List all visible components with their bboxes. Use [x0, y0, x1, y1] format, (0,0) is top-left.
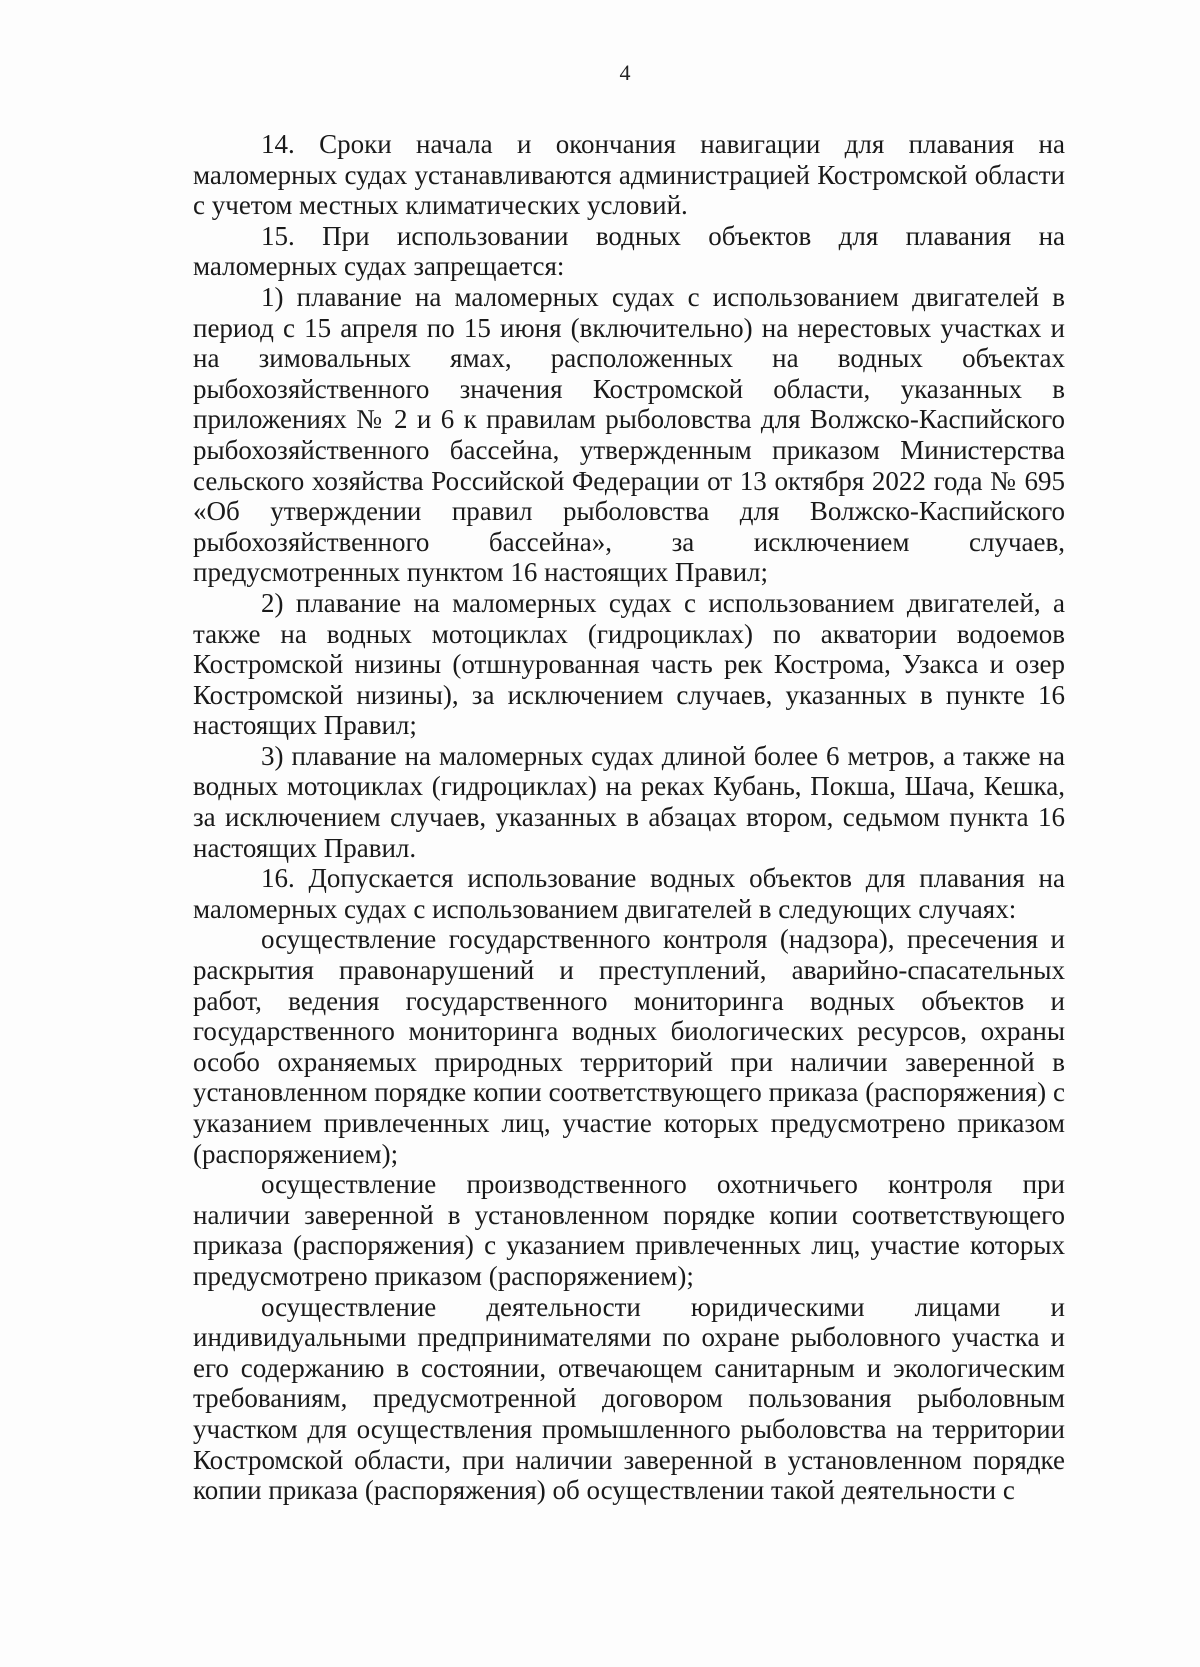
- paragraph-16-case-2: осуществление производственного охотничьего контроля при наличии заверенной в установленном порядке копии соответствующего приказа (распоряжения) с указанием привлеченных лиц, участие которых предусмотрено приказом (распоряжением);: [193, 1169, 1065, 1291]
- paragraph-15: 15. При использовании водных объектов для плавания на маломерных судах запрещается:: [193, 220, 1065, 282]
- document-body: [193, 129, 1065, 1506]
- page-number: 4: [619, 60, 631, 85]
- paragraph-16-case-3: осуществление деятельности юридическими лицами и индивидуальными предпринимателями по охране рыболовного участка и его содержанию в состоянии, отвечающем санитарным и экологическим требованиям, предусмотренной договором пользования рыболовным участком для осуществления промышленного рыболовства на территории Костромской области, при наличии заверенной в установленном порядке копии приказа (распоряжения) об осуществлении такой деятельности с: [193, 1291, 1065, 1506]
- paragraph-15-item-1: 1) плавание на маломерных судах с использованием двигателей в период с 15 апреля по 15 июня (включительно) на нерестовых участках и на зимовальных ямах, расположенных на водных объектах рыбохозяйственного значения Костромской области, указанных в приложениях № 2 и 6 к правилам рыболовства для Волжско-Каспийского рыбохозяйственного бассейна, утвержденным приказом Министерства сельского хозяйства Российской Федерации от 13 октября 2022 года № 695 «Об утверждении правил рыболовства для Волжско-Каспийского рыбохозяйственного бассейна», за исключением случаев, предусмотренных пунктом 16 настоящих Правил;: [193, 281, 1065, 588]
- paragraph-15-item-2: 2) плавание на маломерных судах с использованием двигателей, а также на водных мотоциклах (гидроциклах) по акватории водоемов Костромской низины (отшнурованная часть рек Кострома, Узакса и озер Костромской низины), за исключением случаев, указанных в пункте 16 настоящих Правил;: [193, 587, 1065, 741]
- paragraph-16-case-1: осуществление государственного контроля (надзора), пресечения и раскрытия правонарушений и преступлений, аварийно-спасательных работ, ведения государственного мониторинга водных объектов и государственного мониторинга водных биологических ресурсов, охраны особо охраняемых природных территорий при наличии заверенной в установленном порядке копии соответствующего приказа (распоряжения) с указанием привлеченных лиц, участие которых предусмотрено приказом (распоряжением);: [193, 924, 1065, 1169]
- paragraph-14: 14. Сроки начала и окончания навигации для плавания на маломерных судах устанавливаются администрацией Костромской области с учетом местных климатических условий.: [193, 129, 1065, 221]
- paragraph-16: 16. Допускается использование водных объектов для плавания на маломерных судах с использованием двигателей в следующих случаях:: [193, 863, 1065, 924]
- paragraph-15-item-3: 3) плавание на маломерных судах длиной более 6 метров, а также на водных мотоциклах (гидроциклах) на реках Кубань, Покша, Шача, Кешка, за исключением случаев, указанных в абзацах втором, седьмом пункта 16 настоящих Правил.: [193, 740, 1065, 863]
